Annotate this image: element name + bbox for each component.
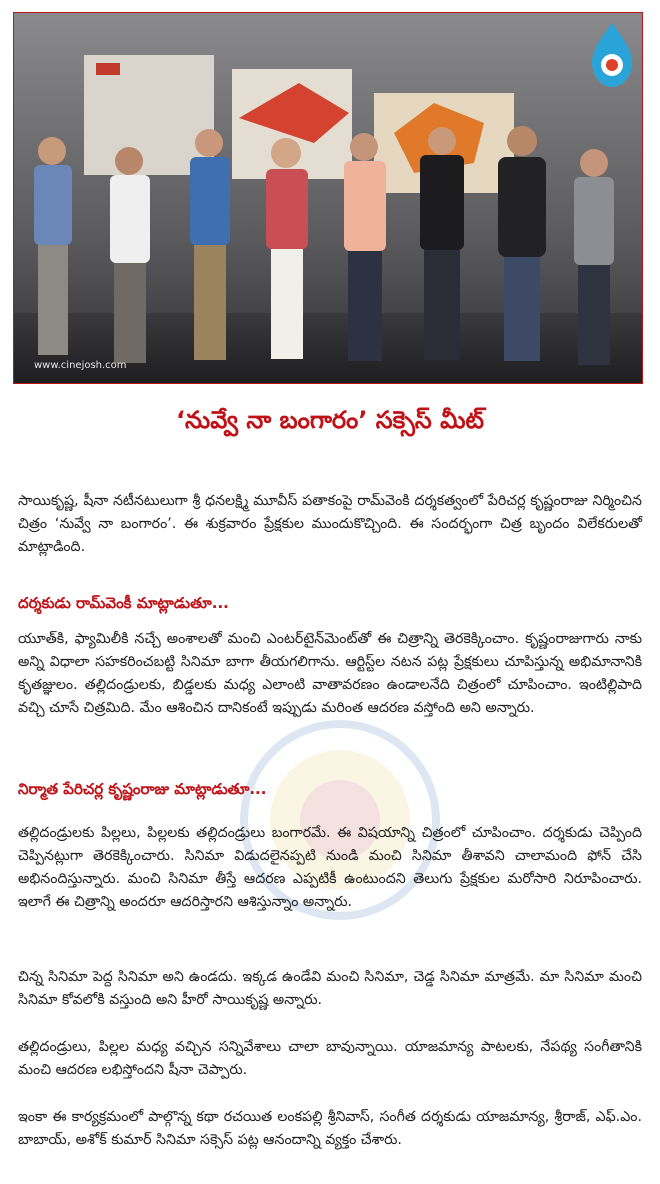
- article-paragraph-5: తల్లిదండ్రులు, పిల్లల మధ్య వచ్చిన సన్నివేశాలు చాలా బావున్నాయి. యాజమాన్య పాటలకు, నేపథ్య సంగీతానికి మంచి ఆదరణ లభిస్తోందని షీనా చెప్పారు.: [18, 1039, 642, 1078]
- article-paragraph-3: తల్లిదండ్రులకు పిల్లలు, పిల్లలకు తల్లిదండ్రులు బంగారమే. ఈ విషయాన్ని చిత్రంలో చూపించాం. దర్శకుడు చెప్పింది చెప్పినట్లుగా తెరకెక్కించారు. సినిమా విడుదలైనప్పటి నుండి మంచి సినిమా తీశావని చాలామంది ఫోన్ చేసి అభినందిస్తున్నారు. మంచి సినిమా తీస్తే ఆదరణ ఎప్పటికీ ఉంటుందని తెలుగు ప్రేక్షకుల మరోసారి నిరూపించారు. ఇలాగే ఈ చిత్రాన్ని అందరూ ఆదరిస్తారని ఆశిస్తున్నాం అన్నారు.: [18, 825, 642, 910]
- article-paragraph-6: ఇంకా ఈ కార్యక్రమంలో పాల్గొన్న కథా రచయిత లంకపల్లి శ్రీనివాస్, సంగీత దర్శకుడు యాజమాన్య, శ్రీరాజ్, ఎఫ్.ఎం. బాబాయ్, అశోక్ కుమార్ సినిమా సక్సెస్ పట్ల ఆనందాన్ని వ్యక్తం చేశారు.: [18, 1109, 642, 1148]
- article-paragraph-1: సాయికృష్ణ, షీనా నటీనటులుగా శ్రీ ధనలక్ష్మి మూవీస్ పతాకంపై రామ్‌వెంకి దర్శకత్వంలో పేరిచర్ల కృష్ణంరాజు నిర్మించిన చిత్రం ‘నువ్వే నా బంగారం’. ఈ శుక్రవారం ప్రేక్షకుల ముందుకొచ్చింది. ఈ సందర్భంగా చిత్ర బృందం విలేకరులతో మాట్లాడింది.: [18, 493, 642, 555]
- site-logo-icon: [592, 23, 632, 87]
- photo-watermark: www.cinejosh.com: [34, 360, 127, 371]
- event-photo: [13, 12, 643, 384]
- article-subhead-producer: నిర్మాత పేరిచర్ల కృష్ణంరాజు మాట్లాడుతూ...: [18, 780, 267, 798]
- event-photo-illustration: [14, 13, 642, 383]
- article-paragraph-2: యూత్‌కి, ఫ్యామిలీకి నచ్చే అంశాలతో మంచి ఎంటర్‌టైన్‌మెంట్‌తో ఈ చిత్రాన్ని తెరకెక్కించాం. కృష్ణంరాజుగారు నాకు అన్ని విధాలా సహకరించబట్టి సినిమా బాగా తీయగలిగాను. ఆర్టిస్ట్‌ల నటన పట్ల ప్రేక్షకులు చూపిస్తున్న అభిమానానికి కృతజ్ఞులం. తల్లిదండ్రులకు, బిడ్డలకు మధ్య ఎలాంటి వాతావరణం ఉండాలనేది చిత్రంలో చూపించాం. ఇంటిల్లిపాది వచ్చి చూసే చిత్రమిది. మేం ఆశించిన దానికంటే ఇప్పుడు మరింత ఆదరణ వస్తోంది అని అన్నారు.: [18, 631, 642, 716]
- article-headline: ‘నువ్వే నా బంగారం’ సక్సెస్ మీట్: [175, 406, 485, 434]
- article-paragraph-4: చిన్న సినిమా పెద్ద సినిమా అని ఉండదు. ఇక్కడ ఉండేవి మంచి సినిమా, చెడ్డ సినిమా మాత్రమే. మా సినిమా మంచి సినిమా కోవలోకి వస్తుంది అని హీరో సాయికృష్ణ అన్నారు.: [18, 969, 642, 1008]
- article-subhead-director: దర్శకుడు రామ్‌వెంకీ మాట్లాడుతూ...: [18, 594, 229, 612]
